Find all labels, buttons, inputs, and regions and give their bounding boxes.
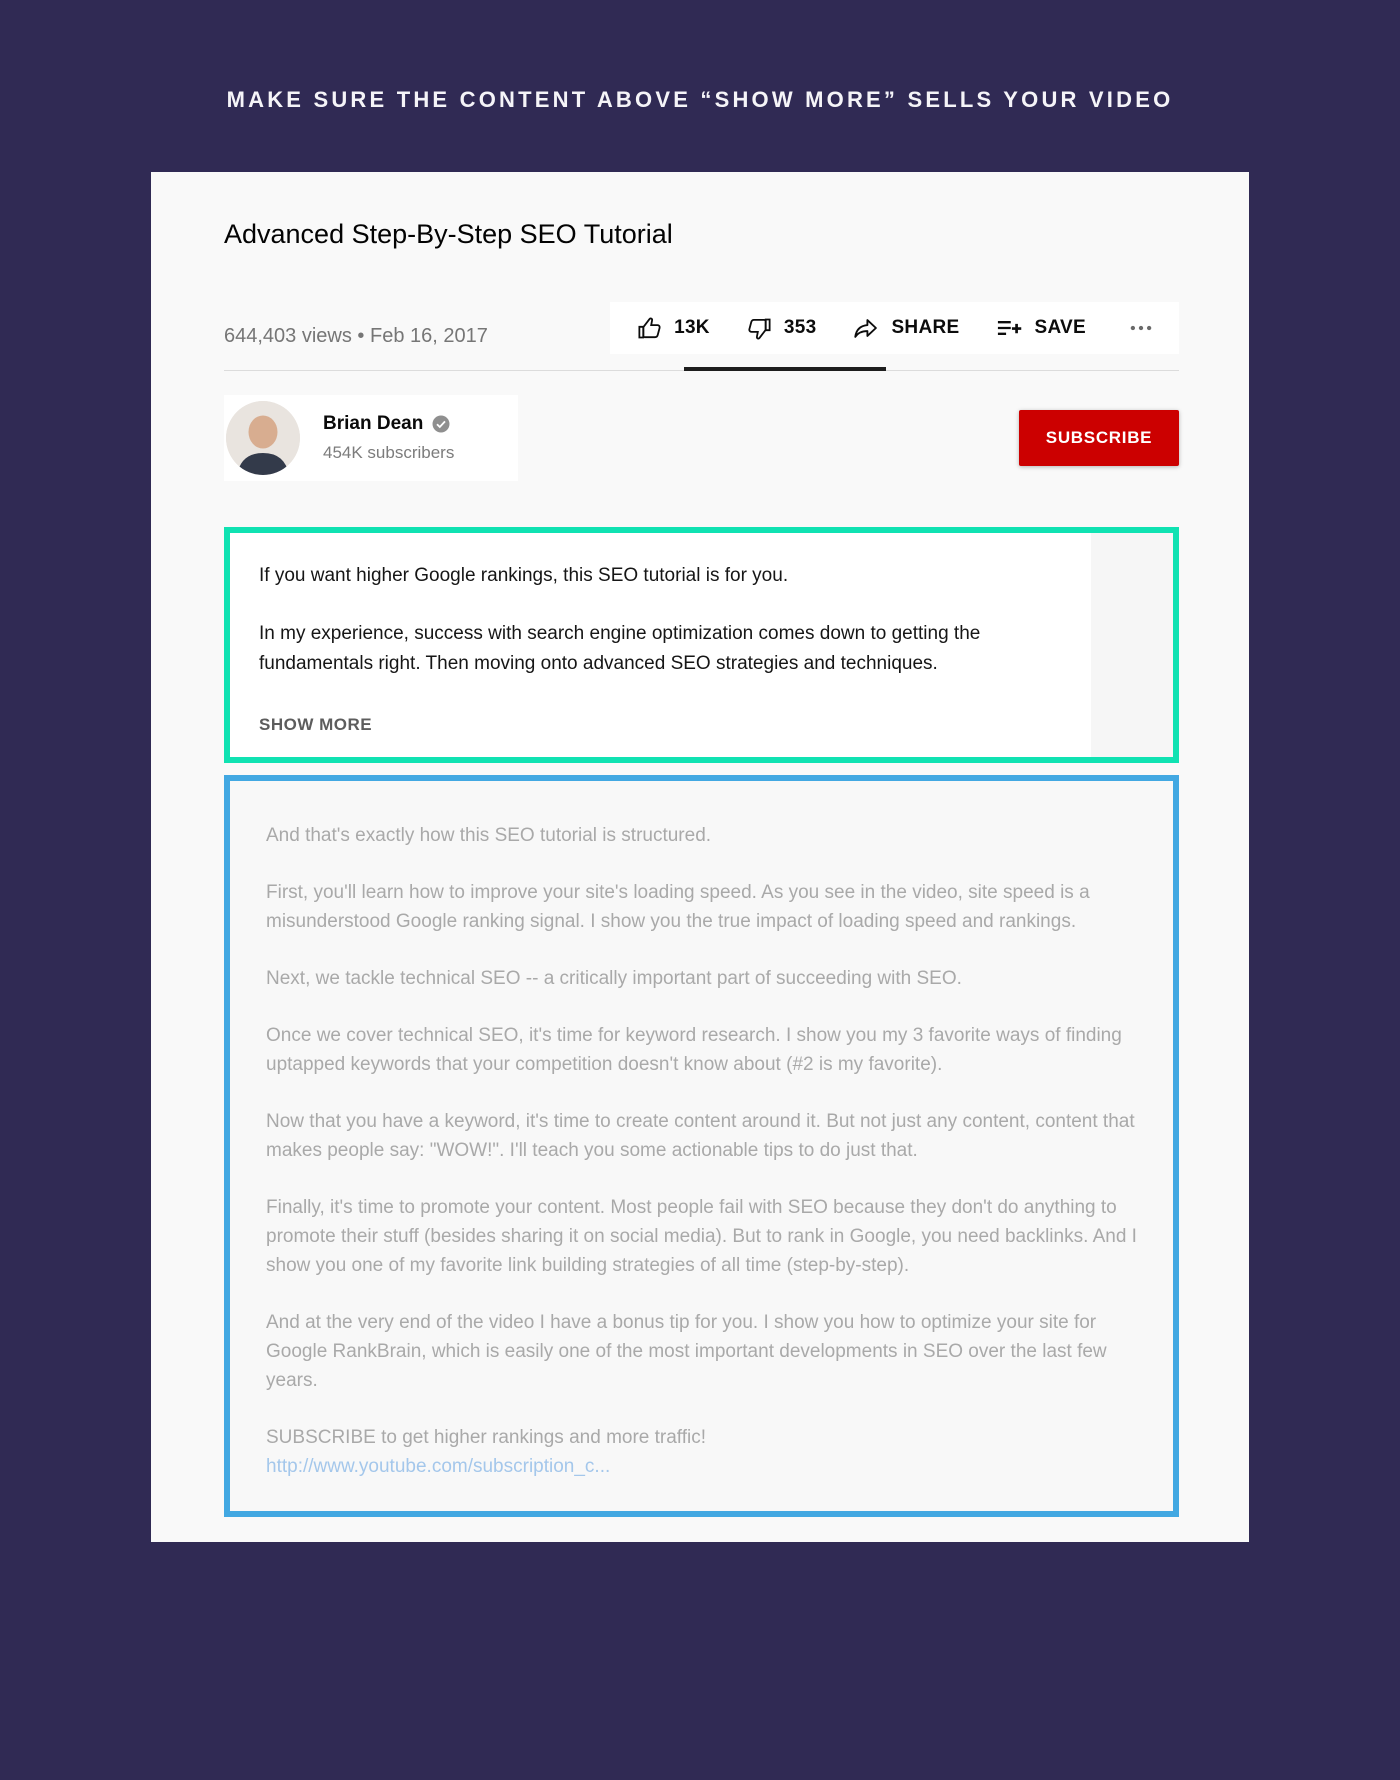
description-paragraph: First, you'll learn how to improve your site's loading speed. As you see in the video, site speed is a misunderstood Google ranking signal. I show you the true impact of loading speed and rankings. [266,882,1090,932]
dislike-count: 353 [783,317,817,338]
share-label: SHARE [891,317,960,338]
dislike-button[interactable] [746,315,817,342]
playlist-add-icon [995,314,1023,342]
channel-name[interactable]: Brian Dean [323,413,424,434]
channel-avatar[interactable] [226,401,300,475]
verified-check-icon [432,415,450,433]
more-dots-icon [1128,315,1154,341]
share-button[interactable] [852,314,959,342]
channel-row [224,395,1179,481]
subscription-link[interactable]: http://www.youtube.com/subscription_c... [266,1456,611,1477]
above-fold-highlight [224,527,1179,763]
save-label: SAVE [1034,317,1086,338]
like-button[interactable] [636,315,710,342]
page-title: MAKE SURE THE CONTENT ABOVE “SHOW MORE” SELLS YOUR VIDEO [226,87,1174,112]
description-paragraph: SUBSCRIBE to get higher rankings and more traffic! [266,1427,707,1448]
channel-info [224,395,518,481]
description-paragraph: Finally, it's time to promote your content. Most people fail with SEO because they don't do anything to promote their stuff (besides sharing it on social media). But to rank in Google, you need backlinks. And I show you one of my favorite link building strategies of all time (step-by-step). [266,1197,1137,1276]
description-paragraph: And at the very end of the video I have a bonus tip for you. I show you how to optimize your site for Google RankBrain, which is easily one of the most important developments in SEO over the last few years. [266,1312,1107,1391]
meta-row [224,302,1179,354]
thumbs-down-icon [746,315,773,342]
below-fold-highlight [224,775,1179,1517]
subscribe-button[interactable]: SUBSCRIBE [1019,410,1179,466]
description-below-fold [266,821,1137,1452]
sentiment-bar [684,367,886,371]
divider [224,370,1179,371]
share-arrow-icon [852,314,880,342]
video-card [151,172,1249,1542]
action-bar [610,302,1179,354]
avatar-image [226,401,300,475]
subscriber-count: 454K subscribers [323,443,455,462]
thumbs-up-icon [636,315,663,342]
description-paragraph: If you want higher Google rankings, this SEO tutorial is for you. [259,565,789,586]
description-paragraph: And that's exactly how this SEO tutorial is structured. [266,825,712,846]
more-actions-button[interactable] [1128,315,1165,341]
show-more-button[interactable]: SHOW MORE [259,715,373,734]
description-above-fold [230,533,1091,757]
like-count: 13K [674,317,710,338]
description-paragraph: In my experience, success with search engine optimization comes down to getting the fundamentals right. Then moving onto advanced SEO strategies and techniques. [259,623,981,674]
description-paragraph: Next, we tackle technical SEO -- a critically important part of succeeding with SEO. [266,968,962,989]
save-button[interactable] [995,314,1086,342]
description-paragraph: Now that you have a keyword, it's time to create content around it. But not just any content, content that makes people say: "WOW!". I'll teach you some actionable tips to do just that. [266,1111,1135,1161]
view-count: 644,403 views • Feb 16, 2017 [224,325,488,347]
video-title: Advanced Step-By-Step SEO Tutorial [224,219,673,249]
description-paragraph: Once we cover technical SEO, it's time for keyword research. I show you my 3 favorite ways of finding uptapped keywords that your competition doesn't know about (#2 is my favorite). [266,1025,1122,1075]
